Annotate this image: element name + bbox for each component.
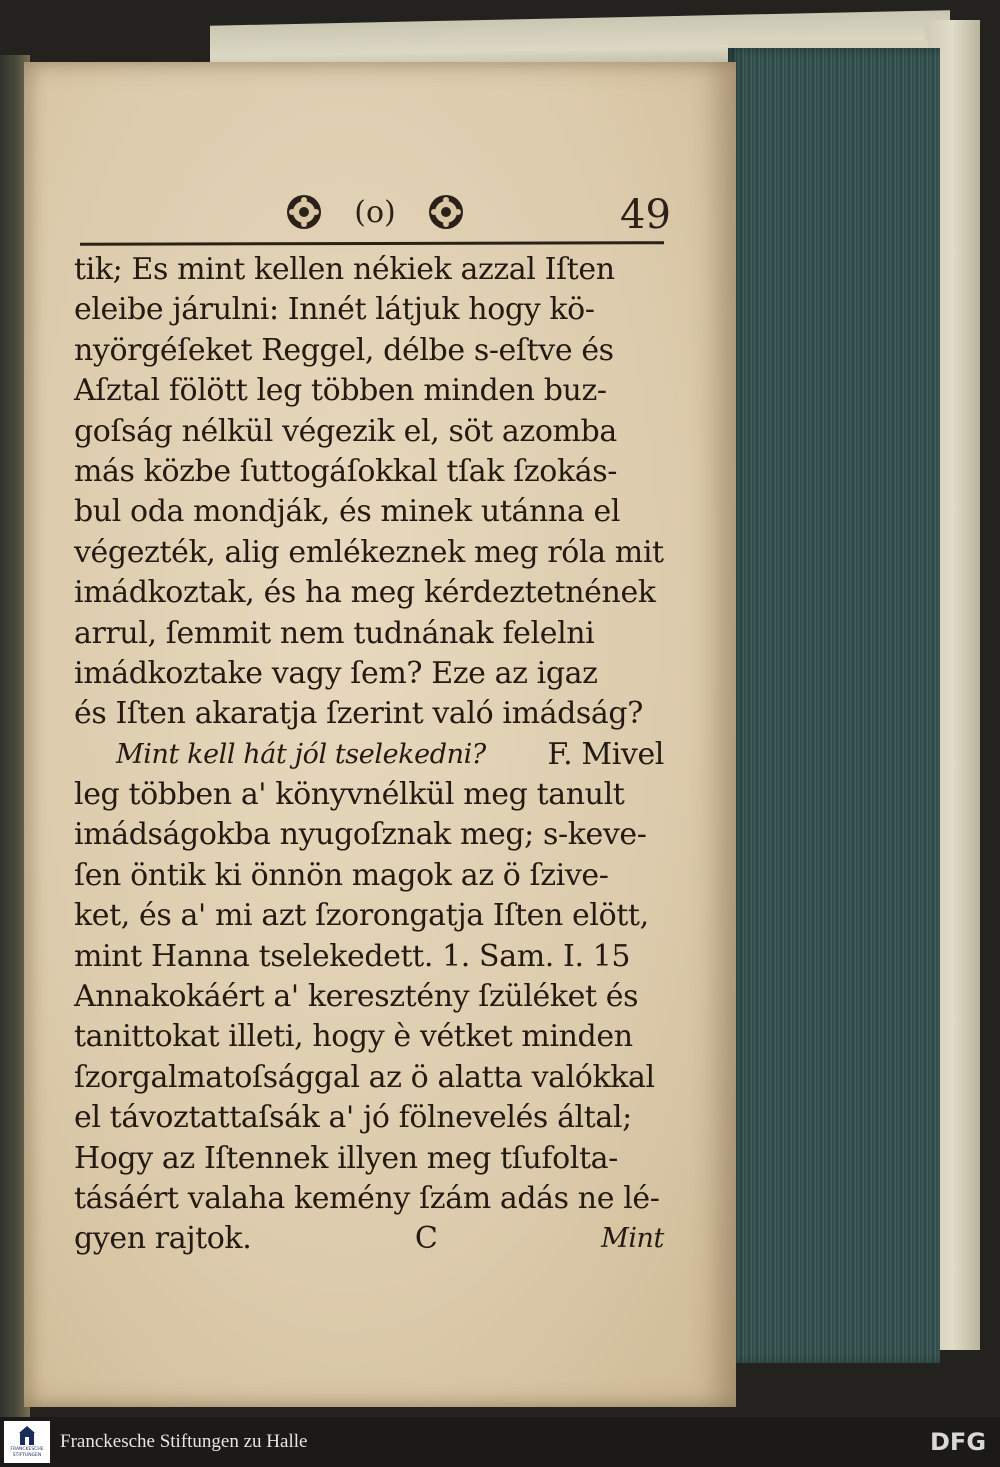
page-number: 49 (620, 192, 671, 238)
text-line: tik; Es mint kellen nékiek azzal Iſten (74, 252, 615, 287)
text-line: nyörgéſeket Reggel, délbe s-eſtve és (74, 332, 614, 368)
question-line (74, 735, 664, 775)
book-page (24, 62, 736, 1407)
ornament-center-mark: (o) (354, 194, 396, 230)
flower-ornament-right-icon (424, 190, 468, 234)
last-line (74, 1219, 664, 1259)
logo-text: FRANCKESCHE STIFTUNGEN (10, 1447, 44, 1458)
text-line: mint Hanna tselekedett. 1. Sam. I. 15 (74, 938, 631, 974)
text-line: ket, és a' mi azt ſzorongatja Iſten elött, (74, 898, 649, 934)
text-line: ſen öntik ki önnön magok az ö ſzive- (74, 857, 609, 893)
text-line: el távoztattaſsák a' jó fölnevelés által; (74, 1100, 632, 1136)
text-line: goſság nélkül végezik el, söt azomba (74, 413, 617, 449)
text-line: imádkoztake vagy ſem? Eze az igaz (74, 655, 598, 691)
text-line: Hogy az Iſtennek illyen meg tſufolta- (74, 1140, 618, 1176)
text-line: más közbe ſuttogáſokkal tſak ſzokás- (74, 453, 617, 489)
signature-mark: C (414, 1221, 438, 1257)
text-line: Annakokáért a' keresztény ſzüléket és (74, 979, 639, 1015)
text-line: imádságokba nyugoſznak meg; s-keve- (74, 817, 647, 853)
text-line: tanittokat illeti, hogy è vétket minden (74, 1019, 633, 1055)
body-text (74, 250, 664, 1260)
text-line: bul oda mondják, és minek utánna el (74, 494, 621, 530)
text-line: eleibe járulni: Innét látjuk hogy kö- (74, 292, 595, 328)
text-line: tásáért valaha kemény ſzám adás ne lé- (74, 1180, 660, 1216)
question-italic: Mint kell hát jól tselekedni? (116, 738, 486, 770)
institution-label: Franckesche Stiftungen zu Halle (60, 1431, 308, 1452)
franckesche-logo[interactable] (4, 1421, 50, 1463)
catchword: Mint (601, 1223, 664, 1255)
text-line: leg többen a' könyvnélkül meg tanult (74, 777, 625, 813)
building-icon (17, 1425, 37, 1447)
text-line: arrul, ſemmit nem tudnának felelni (74, 615, 595, 651)
text-line: imádkoztak, és ha meg kérdeztetnének (74, 575, 656, 611)
text-line: és Iſten akaratja ſzerint való imádság? (74, 696, 643, 732)
text-line: végezték, alig emlékeznek meg róla mit (74, 534, 664, 570)
last-line-text: gyen rajtok. (74, 1221, 252, 1257)
page-block-edges (728, 48, 940, 1363)
text-line: Aſztal fölött leg többen minden buz- (74, 373, 607, 409)
header-ornament (282, 190, 468, 234)
flower-ornament-left-icon (282, 190, 326, 234)
text-line: ſzorgalmatoſsággal az ö alatta valókkal (74, 1059, 655, 1095)
question-answer: F. Mivel (547, 736, 664, 772)
dfg-logo[interactable]: DFG (930, 1428, 987, 1456)
header-rule (80, 241, 664, 246)
